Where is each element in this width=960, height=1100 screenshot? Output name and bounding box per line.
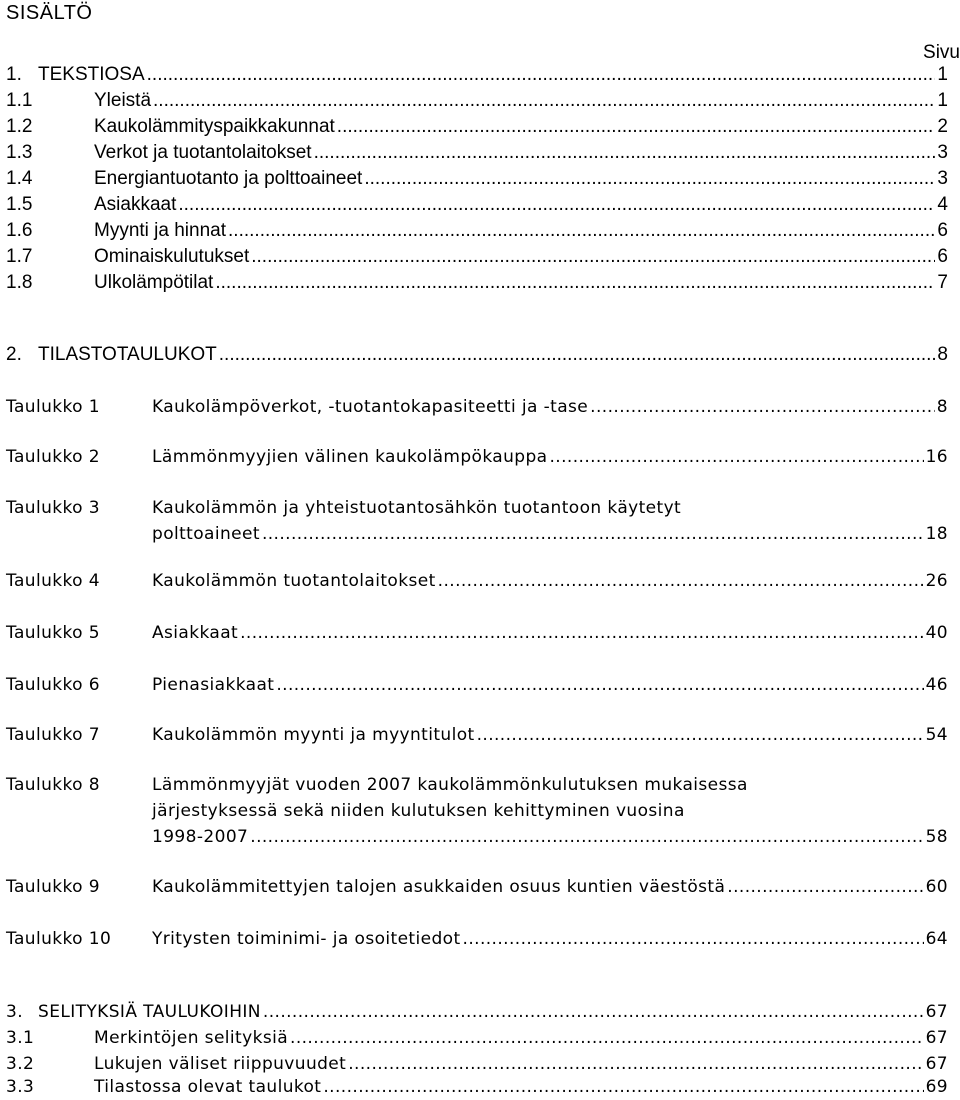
toc-table-item[interactable] (6, 620, 948, 646)
toc-number: 3.3 (6, 1077, 35, 1097)
toc-page: 60 (925, 877, 948, 897)
toc-label: Pienasiakkaat (152, 675, 275, 695)
toc-table-item[interactable] (6, 926, 948, 952)
toc-label: SELITYKSIÄ TAULUKOIHIN (38, 1002, 261, 1022)
toc-table-item[interactable] (6, 874, 948, 900)
toc-table-item[interactable] (6, 824, 948, 850)
toc-page: 2 (937, 116, 948, 137)
leader-dots (727, 874, 923, 900)
toc-number: 1.3 (6, 142, 33, 163)
leader-dots (550, 444, 924, 470)
toc-item[interactable] (6, 270, 948, 296)
toc-table-number: Taulukko 6 (6, 675, 100, 695)
toc-number: 1.2 (6, 116, 33, 137)
toc-label: Tilastossa olevat taulukot (94, 1077, 322, 1097)
toc-table-item[interactable] (6, 672, 948, 698)
leader-dots (438, 568, 924, 594)
toc-page: 3 (937, 142, 948, 163)
leader-dots (219, 342, 936, 368)
toc-label: Kaukolämmön tuotantolaitokset (152, 571, 436, 591)
toc-number: 1.7 (6, 246, 33, 267)
toc-table-number: Taulukko 2 (6, 447, 100, 467)
toc-label-line: Lämmönmyyjät vuoden 2007 kaukolämmönkulutuksen mukaisessa (152, 775, 748, 795)
toc-label: Yleistä (94, 90, 152, 111)
leader-dots (262, 521, 924, 547)
toc-table-item[interactable] (6, 568, 948, 594)
toc-item[interactable] (6, 88, 948, 114)
toc-page: 69 (925, 1077, 948, 1097)
toc-label: Kaukolämmityspaikkakunnat (94, 116, 335, 137)
toc-table-number: Taulukko 9 (6, 877, 100, 897)
toc-number: 1.6 (6, 220, 33, 241)
toc-page: 46 (925, 675, 948, 695)
toc-item[interactable] (6, 192, 948, 218)
leader-dots (147, 62, 936, 88)
leader-dots (251, 244, 935, 270)
toc-page: 7 (937, 272, 948, 293)
leader-dots (323, 1074, 923, 1100)
toc-page: 67 (925, 1028, 948, 1048)
toc-page: 67 (925, 1054, 948, 1074)
toc-label: Verkot ja tuotantolaitokset (94, 142, 312, 163)
leader-dots (178, 192, 935, 218)
leader-dots (314, 140, 936, 166)
toc-label: Merkintöjen selityksiä (94, 1028, 289, 1048)
toc-label-line: Kaukolämmön ja yhteistuotantosähkön tuotantoon käytetyt (152, 498, 682, 518)
toc-label: Kaukolämpöverkot, -tuotantokapasiteetti ja -tase (152, 397, 589, 417)
leader-dots (250, 824, 923, 850)
toc-page: 67 (925, 1002, 948, 1022)
leader-dots (364, 166, 935, 192)
toc-heading-3[interactable] (6, 999, 948, 1025)
toc-table-item[interactable] (6, 722, 948, 748)
toc-page: 1 (937, 90, 948, 111)
toc-number: 1.5 (6, 194, 33, 215)
toc-label: Ulkolämpötilat (94, 272, 214, 293)
toc-number: 3.2 (6, 1054, 35, 1074)
leader-dots (477, 722, 924, 748)
toc-label: Lukujen väliset riippuvuudet (94, 1054, 347, 1074)
toc-label: Kaukolämmön myynti ja myyntitulot (152, 725, 475, 745)
toc-heading-1[interactable] (6, 62, 948, 88)
toc-table-item[interactable] (6, 394, 948, 420)
toc-label: TEKSTIOSA (38, 64, 145, 85)
leader-dots (463, 926, 924, 952)
leader-dots (590, 394, 935, 420)
toc-label: Asiakkaat (152, 623, 239, 643)
toc-label: Kaukolämmitettyjen talojen asukkaiden osuus kuntien väestöstä (152, 877, 726, 897)
toc-label: Energiantuotanto ja polttoaineet (94, 168, 363, 189)
toc-label: Ominaiskulutukset (94, 246, 250, 267)
toc-table-number: Taulukko 10 (6, 929, 112, 949)
toc-page: 8 (937, 344, 948, 365)
toc-item[interactable] (6, 114, 948, 140)
toc-table-number: Taulukko 7 (6, 725, 100, 745)
toc-table-number: Taulukko 5 (6, 623, 100, 643)
leader-dots (290, 1025, 924, 1051)
toc-label: polttoaineet (152, 524, 260, 544)
toc-page: 8 (936, 397, 948, 417)
leader-dots (228, 218, 935, 244)
toc-item[interactable] (6, 140, 948, 166)
toc-table-item[interactable] (6, 521, 948, 547)
toc-page: 40 (925, 623, 948, 643)
toc-page: 6 (937, 246, 948, 267)
toc-page: 6 (937, 220, 948, 241)
toc-table-number: Taulukko 8 (6, 775, 100, 795)
toc-page: 18 (925, 524, 948, 544)
toc-number: 1.4 (6, 168, 33, 189)
leader-dots (337, 114, 936, 140)
toc-number: 1.8 (6, 272, 33, 293)
toc-label: 1998-2007 (152, 827, 249, 847)
leader-dots (263, 999, 924, 1025)
toc-table-number: Taulukko 1 (6, 397, 100, 417)
toc-label: Yritysten toiminimi- ja osoitetiedot (152, 929, 461, 949)
toc-table-number: Taulukko 4 (6, 571, 100, 591)
toc-item[interactable] (6, 1025, 948, 1051)
toc-label: Asiakkaat (94, 194, 177, 215)
toc-page: 4 (937, 194, 948, 215)
toc-item[interactable] (6, 218, 948, 244)
page-column-header: Sivu (923, 42, 960, 63)
toc-number: 1.1 (6, 90, 33, 111)
toc-page: 16 (925, 447, 948, 467)
toc-page: 3 (937, 168, 948, 189)
toc-page: 1 (937, 64, 948, 85)
toc-heading-2[interactable] (6, 342, 948, 368)
toc-label: Myynti ja hinnat (94, 220, 227, 241)
toc-number: 2. (6, 344, 22, 365)
toc-label: Lämmönmyyjien välinen kaukolämpökauppa (152, 447, 548, 467)
toc-page: 64 (925, 929, 948, 949)
toc-number: 3. (6, 1002, 24, 1022)
leader-dots (276, 672, 923, 698)
page-title: SISÄLTÖ (6, 2, 93, 24)
toc-page: 26 (925, 571, 948, 591)
toc-table-item[interactable] (6, 444, 948, 470)
toc-item[interactable] (6, 166, 948, 192)
toc-table-number: Taulukko 3 (6, 498, 100, 518)
leader-dots (240, 620, 923, 646)
toc-item[interactable] (6, 1074, 948, 1100)
toc-label: TILASTOTAULUKOT (38, 344, 217, 365)
toc-page: 54 (925, 725, 948, 745)
toc-item[interactable] (6, 244, 948, 270)
toc-label-line: järjestyksessä sekä niiden kulutuksen kehittyminen vuosina (152, 801, 685, 821)
toc-page: 58 (925, 827, 948, 847)
toc-number: 1. (6, 64, 22, 85)
leader-dots (153, 88, 935, 114)
toc-number: 3.1 (6, 1028, 35, 1048)
leader-dots (215, 270, 935, 296)
